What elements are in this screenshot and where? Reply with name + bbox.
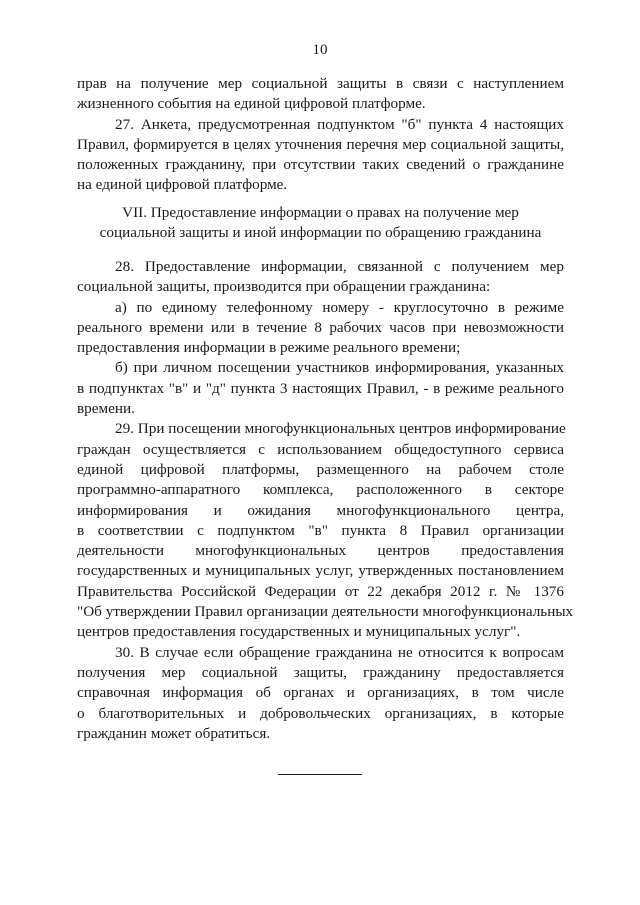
paragraph-30-line-5: гражданин может обратиться. xyxy=(77,724,271,742)
continuation-line-2: жизненного события на единой цифровой платформе. xyxy=(77,95,426,113)
paragraph-29-line-7: деятельности многофункциональных центров предоставления xyxy=(77,542,564,560)
paragraph-29-line-1: 29. При посещении многофункциональных центров информирование xyxy=(115,420,566,438)
paragraph-29-line-5: информирования и ожидания многофункционального центра, xyxy=(77,501,564,519)
page-number: 10 xyxy=(312,42,328,58)
item-b-line-1: б) при личном посещении участников информирования, указанных xyxy=(115,359,564,377)
paragraph-28-line-2: социальной защиты, производится при обращении гражданина: xyxy=(77,278,491,296)
paragraph-29-line-10: "Об утверждении Правил организации деятельности многофункциональных xyxy=(77,603,574,621)
continuation-line-1: прав на получение мер социальной защиты в связи с наступлением xyxy=(77,75,564,92)
section-heading xyxy=(77,203,564,244)
paragraph-30-line-1: 30. В случае если обращение гражданина не относится к вопросам xyxy=(115,643,564,661)
paragraph-29-line-2: граждан осуществляется с использованием общедоступного сервиса xyxy=(77,440,564,458)
paragraph-29-line-6: в соответствии с подпунктом "в" пункта 8 Правил организации xyxy=(77,521,564,539)
item-b-line-2: в подпунктах "в" и "д" пункта 3 настоящих Правил, - в режиме реального xyxy=(77,379,564,397)
section-heading-line-1: VII. Предоставление информации о правах на получение мер xyxy=(122,204,519,221)
top-text-block xyxy=(77,74,564,196)
paragraph-27-line-1: 27. Анкета, предусмотренная подпунктом "б" пункта 4 настоящих xyxy=(115,115,564,133)
paragraph-29-line-4: программно-аппаратного комплекса, расположенного в секторе xyxy=(77,481,564,499)
paragraph-28-line-1: 28. Предоставление информации, связанной с получением мер xyxy=(115,258,564,275)
paragraph-27-line-2: Правил, формируется в целях уточнения перечня мер социальной защиты, xyxy=(77,135,564,153)
paragraph-30-line-4: о благотворительных и добровольческих организациях, в которые xyxy=(77,704,564,722)
paragraph-29-line-9: Правительства Российской Федерации от 22 декабря 2012 г. № 1376 xyxy=(77,582,564,600)
item-a-line-2: реального времени или в течение 8 рабочих часов при невозможности xyxy=(77,318,564,336)
paragraph-27-line-3: положенных гражданину, при отсутствии таких сведений о гражданине xyxy=(77,156,564,174)
paragraph-27-line-4: на единой цифровой платформе. xyxy=(77,176,288,194)
item-b-line-3: времени. xyxy=(77,400,135,418)
main-text-block xyxy=(77,257,574,744)
section-heading-line-2: социальной защиты и иной информации по обращению гражданина xyxy=(99,224,542,242)
paragraph-29-line-3: единой цифровой платформы, размещенного на рабочем столе xyxy=(77,460,564,478)
item-a-line-3: предоставления информации в режиме реального времени; xyxy=(77,339,461,357)
end-divider xyxy=(278,774,362,775)
paragraph-30-line-3: справочная информация об органах и организациях, в том числе xyxy=(77,684,564,702)
paragraph-30-line-2: получения мер социальной защиты, гражданину предоставляется xyxy=(77,663,564,681)
paragraph-29-line-8: государственных и муниципальных услуг, утвержденных постановлением xyxy=(77,562,564,580)
item-a-line-1: а) по единому телефонному номеру - круглосуточно в режиме xyxy=(115,298,564,316)
paragraph-29-line-11: центров предоставления государственных и муниципальных услуг". xyxy=(77,623,521,641)
